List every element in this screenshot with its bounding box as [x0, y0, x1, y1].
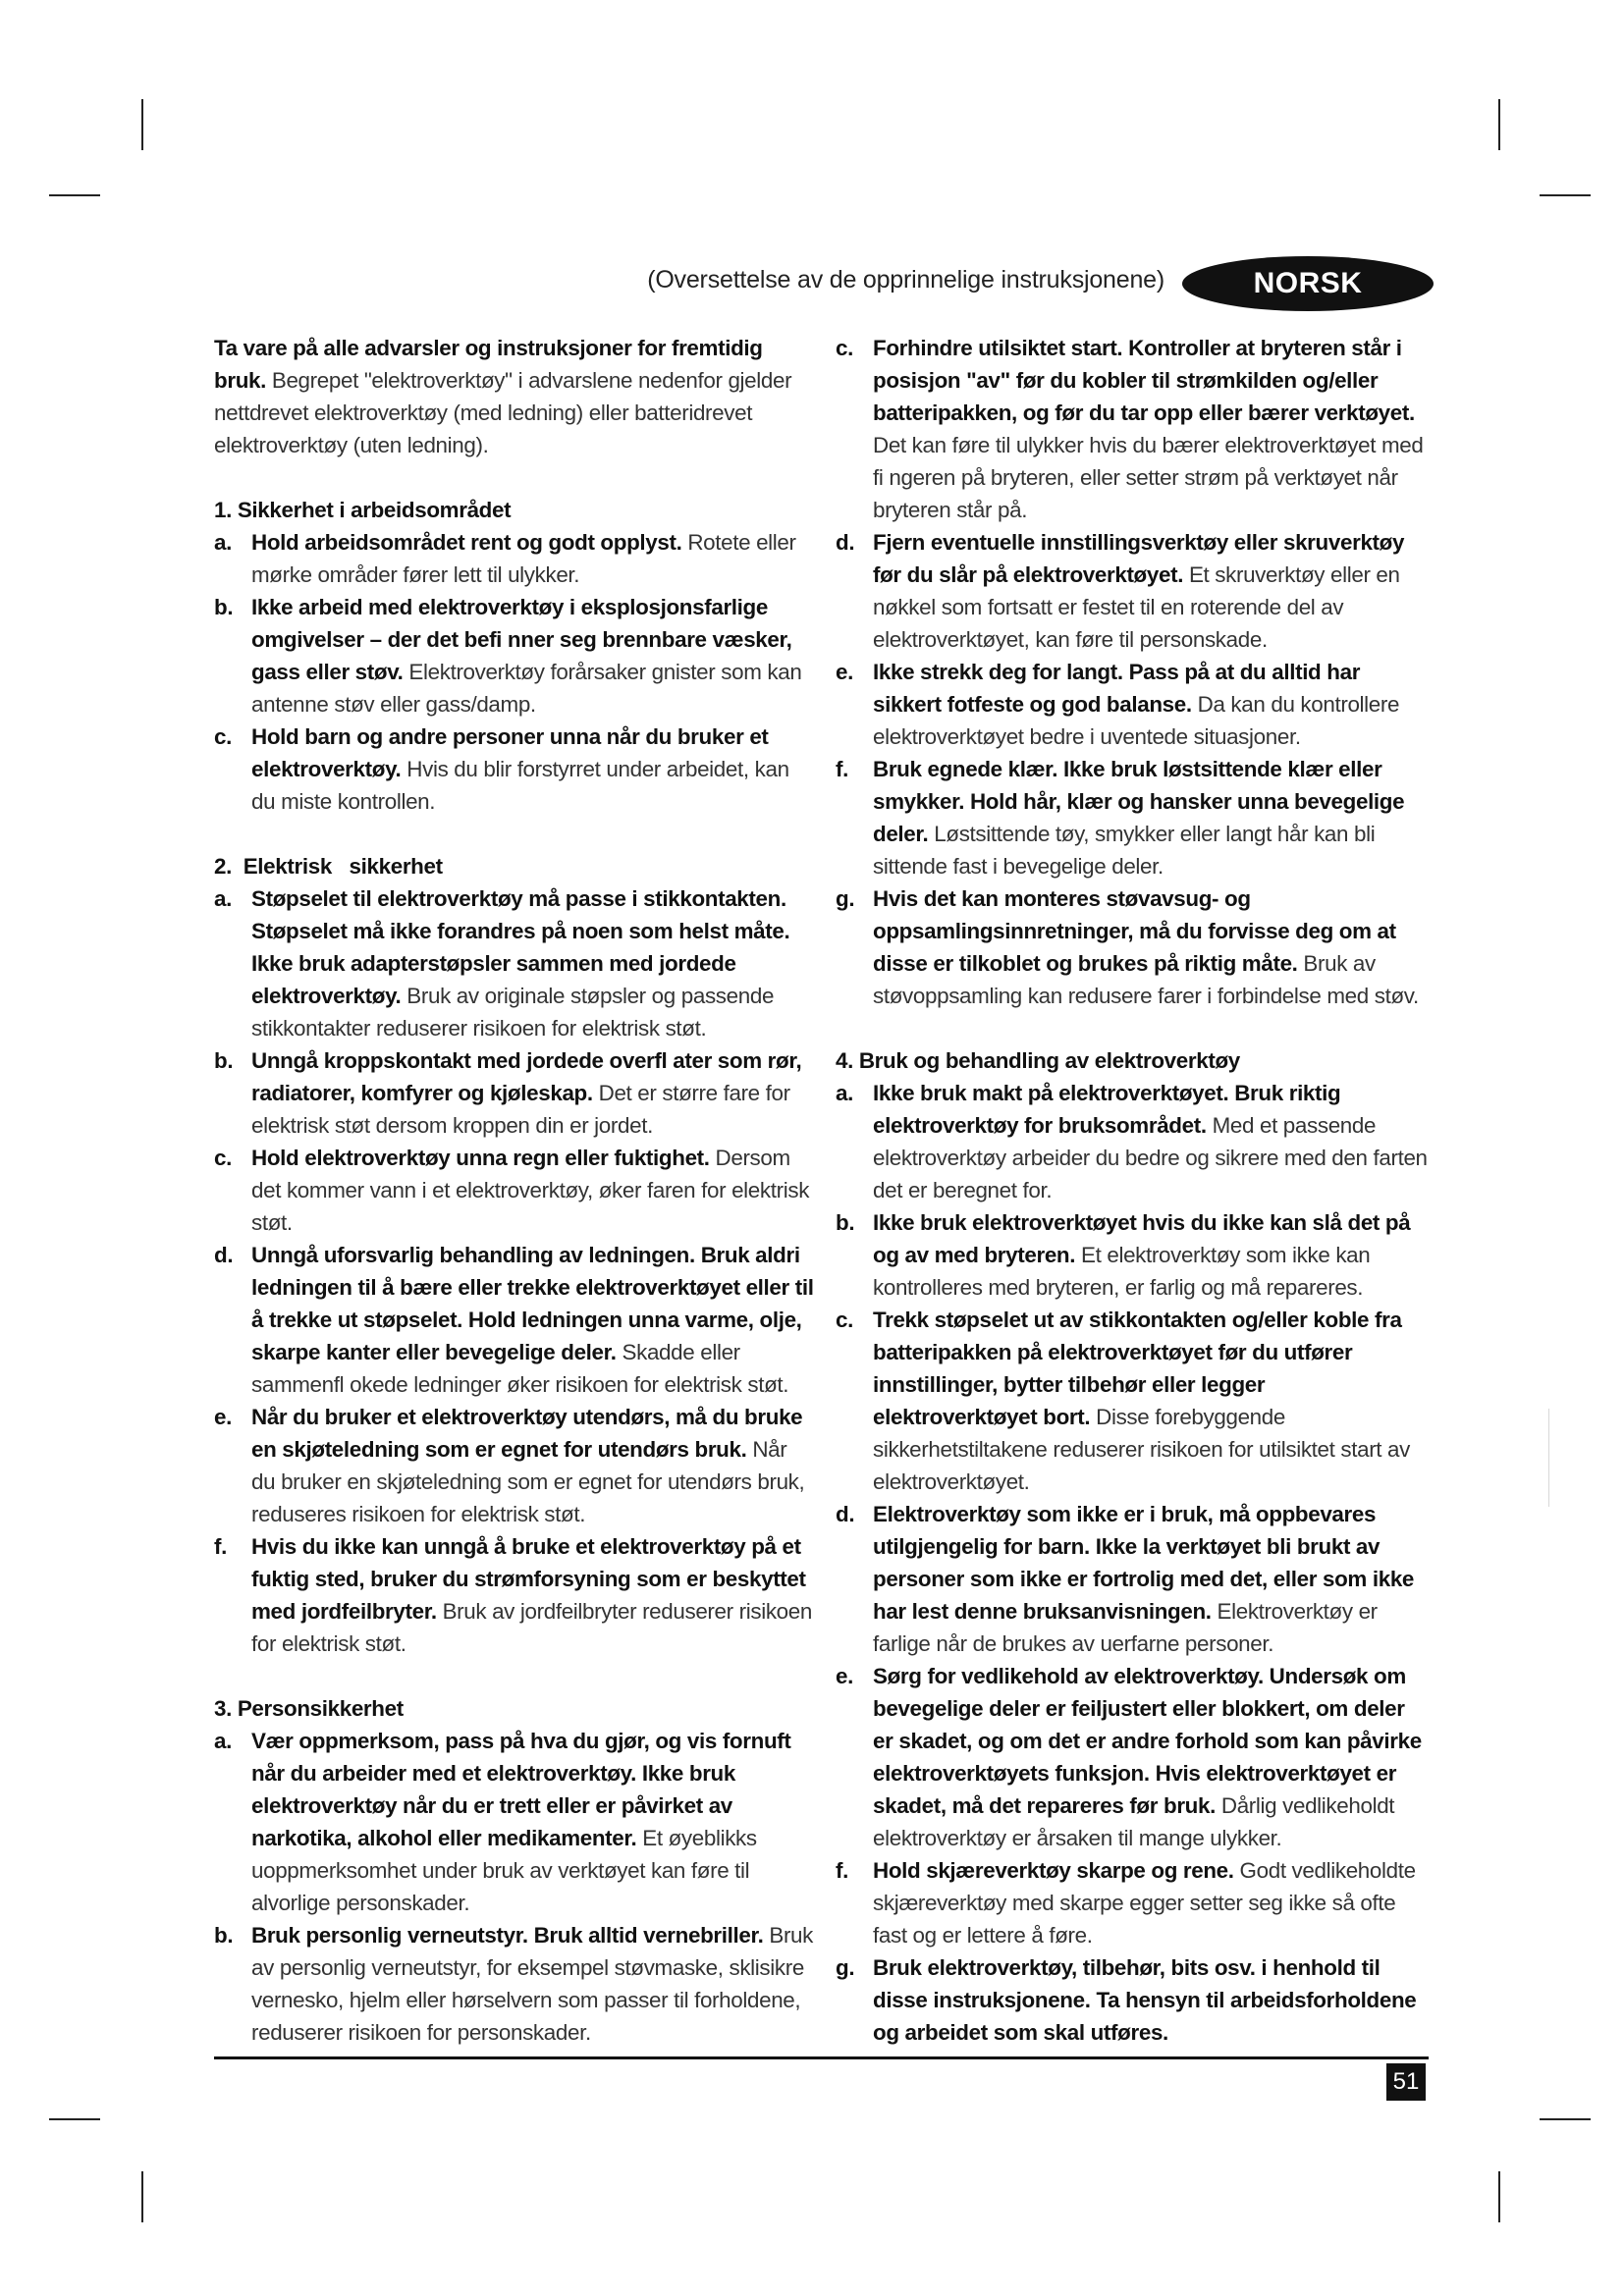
footer-rule [214, 2056, 1429, 2059]
list-item: a. Ikke bruk makt på elektroverktøyet. Bruk riktig elektroverktøy for bruksområdet. Med et passende elektroverktøy arbeider du bedre og sikrere med den farten det er beregnet for. [836, 1081, 1428, 1202]
list-item: e. Når du bruker et elektroverktøy utendørs, må du bruke en skjøteledning som er egnet for utendørs bruk. Når du bruker en skjøteledning som er egnet for utendørs bruk, reduseres risikoen for elektrisk støt. [214, 1405, 805, 1526]
list-item: g. Bruk elektroverktøy, tilbehør, bits osv. i henhold til disse instruksjonene. Ta hensyn til arbeidsforholdene og arbeidet som skal utføres. [836, 1955, 1417, 2045]
list-item: c. Hold elektroverktøy unna regn eller fuktighet. Dersom det kommer vann i et elektroverktøy, øker faren for elektrisk støt. [214, 1146, 810, 1235]
scan-artifact [1548, 1409, 1549, 1507]
list-item: b. Ikke arbeid med elektroverktøy i eksplosjonsfarlige omgivelser – der det befi nner seg brennbare væsker, gass eller støv. Elektroverktøy forårsaker gnister som kan antenne støv eller gass/damp. [214, 595, 802, 717]
page-number: 51 [1386, 2063, 1426, 2101]
list-item: c. Hold barn og andre personer unna når du bruker et elektroverktøy. Hvis du blir forstyrret under arbeidet, kan du miste kontrollen. [214, 724, 789, 814]
crop-mark [1498, 99, 1500, 150]
list-item: b. Unngå kroppskontakt med jordede overfl ater som rør, radiatorer, komfyrer og kjøleskap. Det er større fare for elektrisk støt dersom kroppen din er jordet. [214, 1048, 802, 1138]
crop-mark [49, 2118, 100, 2120]
header-subtitle: (Oversettelse av de opprinnelige instruksjonene) [647, 266, 1164, 294]
crop-mark [141, 2171, 143, 2222]
section-heading: 1. Sikkerhet i arbeidsområdet [214, 498, 512, 522]
list-item: c. Trekk støpselet ut av stikkontakten og/eller koble fra batteripakken på elektroverktøyet før du utfører innstillinger, bytter tilbehør eller legger elektroverktøyet bort. Disse forebyggende sikkerhetstiltakene reduserer risikoen for utilsiktet start av elektroverktøyet. [836, 1308, 1410, 1494]
list-item: e. Sørg for vedlikehold av elektroverktøy. Undersøk om bevegelige deler er feiljustert eller blokkert, om deler er skadet, og om det er andre forhold som kan påvirke elektroverktøyets funksjon. Hvis elektroverktøyet er skadet, må det repareres før bruk. Dårlig vedlikeholdt elektroverktøy er årsaken til mange ulykker. [836, 1664, 1422, 1850]
section-heading: 2. Elektrisk sikkerhet [214, 854, 443, 879]
language-badge: NORSK [1182, 256, 1434, 311]
list-item: c. Forhindre utilsiktet start. Kontroller at bryteren står i posisjon "av" før du kobler til strømkilden og/eller batteripakken, og før du tar opp eller bærer verktøyet. Det kan føre til ulykker hvis du bærer elektroverktøyet med fi ngeren på bryteren, eller setter strøm på verktøyet når bryteren står på. [836, 336, 1424, 522]
list-item: a. Hold arbeidsområdet rent og godt opplyst. Rotete eller mørke områder fører lett til ulykker. [214, 530, 796, 587]
right-column [836, 332, 1429, 2049]
list-item: g. Hvis det kan monteres støvavsug- og oppsamlingsinnretninger, må du forvisse deg om at disse er tilkoblet og brukes på riktig måte. Bruk av støvoppsamling kan redusere farer i forbindelse med støv. [836, 886, 1419, 1008]
crop-mark [1540, 194, 1591, 196]
crop-mark [1540, 2118, 1591, 2120]
list-item: f. Hvis du ikke kan unngå å bruke et elektroverktøy på et fuktig sted, bruker du strømforsyning som er beskyttet med jordfeilbryter. Bruk av jordfeilbryter reduserer risikoen for elektrisk støt. [214, 1534, 812, 1656]
list-item: e. Ikke strekk deg for langt. Pass på at du alltid har sikkert fotfeste og god balanse. Da kan du kontrollere elektroverktøyet bedre i uventede situasjoner. [836, 660, 1400, 749]
list-item: d. Unngå uforsvarlig behandling av ledningen. Bruk aldri ledningen til å bære eller trekke elektroverktøyet eller til å trekke ut støpselet. Hold ledningen unna varme, olje, skarpe kanter eller bevegelige deler. Skadde eller sammenfl okede ledninger øker risikoen for elektrisk støt. [214, 1243, 814, 1397]
intro-paragraph: Ta vare på alle advarsler og instruksjoner for fremtidig bruk. Begrepet "elektroverktøy" i advarslene nedenfor gjelder nettdrevet elektroverktøy (med ledning) eller batteridrevet elektroverktøy (uten ledning). [214, 336, 792, 457]
left-column [214, 332, 815, 2049]
section-heading: 4. Bruk og behandling av elektroverktøy [836, 1048, 1240, 1073]
crop-mark [1498, 2171, 1500, 2222]
section-heading: 3. Personsikkerhet [214, 1696, 404, 1721]
list-item: f. Bruk egnede klær. Ikke bruk løstsittende klær eller smykker. Hold hår, klær og hansker unna bevegelige deler. Løstsittende tøy, smykker eller langt hår kan bli sittende fast i bevegelige deler. [836, 757, 1405, 879]
list-item: b. Bruk personlig verneutstyr. Bruk alltid vernebriller. Bruk av personlig verneutstyr, for eksempel støvmaske, sklisikre vernesko, hjelm eller hørselvern som passer til forholdene, reduserer risikoen for personskader. [214, 1923, 814, 2045]
list-item: f. Hold skjæreverktøy skarpe og rene. Godt vedlikeholdte skjæreverktøy med skarpe egger setter seg ikke så ofte fast og er lettere å føre. [836, 1858, 1416, 1948]
list-item: b. Ikke bruk elektroverktøyet hvis du ikke kan slå det på og av med bryteren. Et elektroverktøy som ikke kan kontrolleres med bryteren, er farlig og må repareres. [836, 1210, 1411, 1300]
crop-mark [141, 99, 143, 150]
list-item: d. Fjern eventuelle innstillingsverktøy eller skruverktøy før du slår på elektroverktøyet. Et skruverktøy eller en nøkkel som fortsatt er festet til en roterende del av elektroverktøyet, kan føre til personskade. [836, 530, 1405, 652]
list-item: a. Vær oppmerksom, pass på hva du gjør, og vis fornuft når du arbeider med et elektroverktøy. Ikke bruk elektroverktøy når du er trett eller er påvirket av narkotika, alkohol eller medikamenter. Et øyeblikks uoppmerksomhet under bruk av verktøyet kan føre til alvorlige personskader. [214, 1729, 791, 1915]
list-item: a. Støpselet til elektroverktøy må passe i stikkontakten. Støpselet må ikke forandres på noen som helst måte. Ikke bruk adapterstøpsler sammen med jordede elektroverktøy. Bruk av originale støpsler og passende stikkontakter reduserer risikoen for elektrisk støt. [214, 886, 790, 1041]
crop-mark [49, 194, 100, 196]
list-item: d. Elektroverktøy som ikke er i bruk, må oppbevares utilgjengelig for barn. Ikke la verktøyet bli brukt av personer som ikke er fortrolig med det, eller som ikke har lest denne bruksanvisningen. Elektroverktøy er farlige når de brukes av uerfarne personer. [836, 1502, 1415, 1656]
